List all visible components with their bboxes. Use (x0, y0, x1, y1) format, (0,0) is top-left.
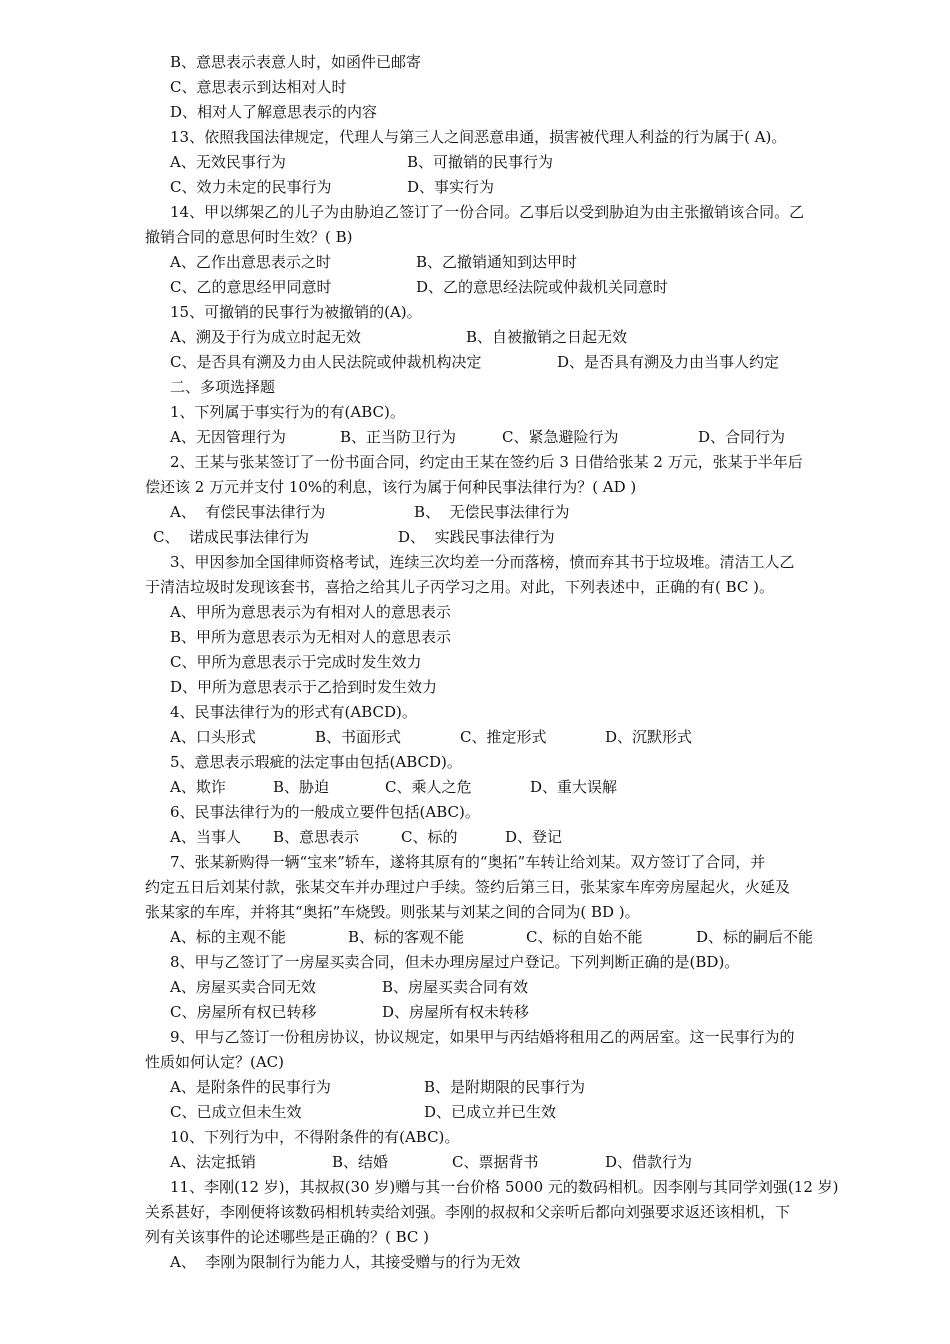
option: B、标的客观不能 (348, 928, 465, 946)
option: C、甲所为意思表示于完成时发生效力 (170, 653, 422, 671)
text-line: 撤销合同的意思何时生效？( B) (145, 228, 353, 246)
question-5: 5、意思表示瑕疵的法定事由包括(ABCD)。 (170, 753, 462, 771)
option: A、无效民事行为 (170, 153, 286, 171)
option-line (170, 925, 813, 950)
option: D、沉默形式 (605, 728, 693, 746)
option-line (170, 775, 617, 800)
option: C、乘人之危 (385, 778, 472, 796)
text-line: 偿还该 2 万元并支付 10%的利息，该行为属于何种民事法律行为？( AD ) (145, 478, 637, 496)
text-line: 于清洁垃圾时发现该套书，喜拾之给其儿子丙学习之用。对此，下列表述中，正确的有( BC )。 (145, 578, 775, 596)
option: C、房屋所有权已转移 (170, 1003, 317, 1021)
option: A、无因管理行为 (170, 428, 286, 446)
text-line: 约定五日后刘某付款，张某交车并办理过户手续。签约后第三日，张某家车库旁房屋起火，火延及 (145, 878, 791, 896)
option: C、效力未定的民事行为 (170, 178, 332, 196)
option: C、已成立但未生效 (170, 1103, 302, 1121)
option: D、重大误解 (530, 778, 618, 796)
option: A、是附条件的民事行为 (170, 1078, 331, 1096)
option: A、 李刚为限制行为能力人，其接受赠与的行为无效 (170, 1253, 521, 1271)
option: B、乙撤销通知到达甲时 (416, 253, 578, 271)
question-15: 15、可撤销的民事行为被撤销的(A)。 (170, 303, 422, 321)
section-heading: 二、多项选择题 (170, 378, 276, 396)
option: A、欺诈 (170, 778, 226, 796)
option: B、正当防卫行为 (340, 428, 457, 446)
option: B、房屋买卖合同有效 (382, 978, 529, 996)
option-line (170, 1075, 585, 1100)
option: D、事实行为 (407, 178, 495, 196)
option: B、意思表示 (273, 828, 360, 846)
option-line (170, 325, 627, 350)
text-line: B、意思表示表意人时，如函件已邮寄 (170, 53, 422, 71)
option-line (170, 975, 528, 1000)
option: D、登记 (505, 828, 563, 846)
option: D、已成立并已生效 (424, 1103, 557, 1121)
option: C、票据背书 (452, 1153, 539, 1171)
option-line (170, 425, 785, 450)
question-3: 3、甲因参加全国律师资格考试，连续三次均差一分而落榜，愤而弃其书于垃圾堆。清洁工人乙 (170, 553, 795, 571)
option-line (170, 350, 779, 375)
option: B、结婚 (332, 1153, 389, 1171)
text-line: 性质如何认定？(AC) (145, 1053, 285, 1071)
text-line: 列有关该事件的论述哪些是正确的？( BC ) (145, 1228, 430, 1246)
option: C、乙的意思经甲同意时 (170, 278, 332, 296)
option: C、标的自始不能 (526, 928, 643, 946)
option-line (170, 1000, 529, 1025)
option-line (170, 725, 692, 750)
option-line (170, 250, 577, 275)
question-2: 2、王某与张某签订了一份书面合同，约定由王某在签约后 3 日借给张某 2 万元，张某于半年后 (170, 453, 803, 471)
question-1: 1、下列属于事实行为的有(ABC)。 (170, 403, 405, 421)
option: D、借款行为 (605, 1153, 693, 1171)
option: B、胁迫 (273, 778, 330, 796)
question-14: 14、甲以绑架乙的儿子为由胁迫乙签订了一份合同。乙事后以受到胁迫为由主张撤销该合同。乙 (170, 203, 805, 221)
option: D、标的嗣后不能 (696, 928, 814, 946)
option: A、当事人 (170, 828, 241, 846)
option: A、溯及于行为成立时起无效 (170, 328, 361, 346)
option: D、甲所为意思表示于乙拾到时发生效力 (170, 678, 438, 696)
option-line (170, 175, 494, 200)
option: C、紧急避险行为 (502, 428, 619, 446)
option: A、 有偿民事法律行为 (170, 503, 326, 521)
question-6: 6、民事法律行为的一般成立要件包括(ABC)。 (170, 803, 480, 821)
option: A、口头形式 (170, 728, 256, 746)
text-line: D、相对人了解意思表示的内容 (170, 103, 378, 121)
question-13: 13、依照我国法律规定，代理人与第三人之间恶意串通，损害被代理人利益的行为属于( A)。 (170, 128, 787, 146)
text-line: 关系甚好，李刚便将该数码相机转卖给刘强。李刚的叔叔和父亲听后都向刘强要求返还该相机，下 (145, 1203, 791, 1221)
question-9: 9、甲与乙签订一份租房协议，协议规定，如果甲与丙结婚将租用乙的两居室。这一民事行为的 (170, 1028, 795, 1046)
option: A、房屋买卖合同无效 (170, 978, 316, 996)
option: B、 无偿民事法律行为 (414, 503, 570, 521)
option: D、乙的意思经法院或仲裁机关同意时 (416, 278, 669, 296)
option: B、甲所为意思表示为无相对人的意思表示 (170, 628, 452, 646)
option: A、甲所为意思表示为有相对人的意思表示 (170, 603, 451, 621)
option: D、合同行为 (698, 428, 786, 446)
question-10: 10、下列行为中，不得附条件的有(ABC)。 (170, 1128, 460, 1146)
option: D、 实践民事法律行为 (398, 528, 555, 546)
option: A、标的主观不能 (170, 928, 286, 946)
option: A、乙作出意思表示之时 (170, 253, 331, 271)
option: C、推定形式 (460, 728, 547, 746)
text-line: 张某家的车库，并将其“奥拓”车烧毁。则张某与刘某之间的合同为( BD )。 (145, 903, 640, 921)
option-line (170, 275, 668, 300)
option-line (170, 1150, 692, 1175)
option-line (170, 500, 570, 525)
option: B、自被撤销之日起无效 (466, 328, 628, 346)
option-line (153, 525, 555, 550)
option: D、房屋所有权未转移 (382, 1003, 530, 1021)
question-7: 7、张某新购得一辆“宝来”轿车，遂将其原有的“奥拓”车转让给刘某。双方签订了合同，并 (170, 853, 766, 871)
option: C、标的 (401, 828, 458, 846)
question-8: 8、甲与乙签订了一房屋买卖合同，但未办理房屋过户登记。下列判断正确的是(BD)。 (170, 953, 740, 971)
option-line (170, 150, 553, 175)
option: B、可撤销的民事行为 (407, 153, 554, 171)
option-line (170, 1100, 556, 1125)
text-line: C、意思表示到达相对人时 (170, 78, 347, 96)
question-11: 11、李刚(12 岁)，其叔叔(30 岁)赠与其一台价格 5000 元的数码相机。因李刚与其同学刘强(12 岁) (170, 1178, 839, 1196)
option: B、是附期限的民事行为 (424, 1078, 586, 1096)
option-line (170, 825, 562, 850)
question-4: 4、民事法律行为的形式有(ABCD)。 (170, 703, 417, 721)
option: C、 诺成民事法律行为 (153, 528, 310, 546)
option: A、法定抵销 (170, 1153, 256, 1171)
option: B、书面形式 (315, 728, 402, 746)
option: C、是否具有溯及力由人民法院或仲裁机构决定 (170, 353, 482, 371)
option: D、是否具有溯及力由当事人约定 (557, 353, 780, 371)
